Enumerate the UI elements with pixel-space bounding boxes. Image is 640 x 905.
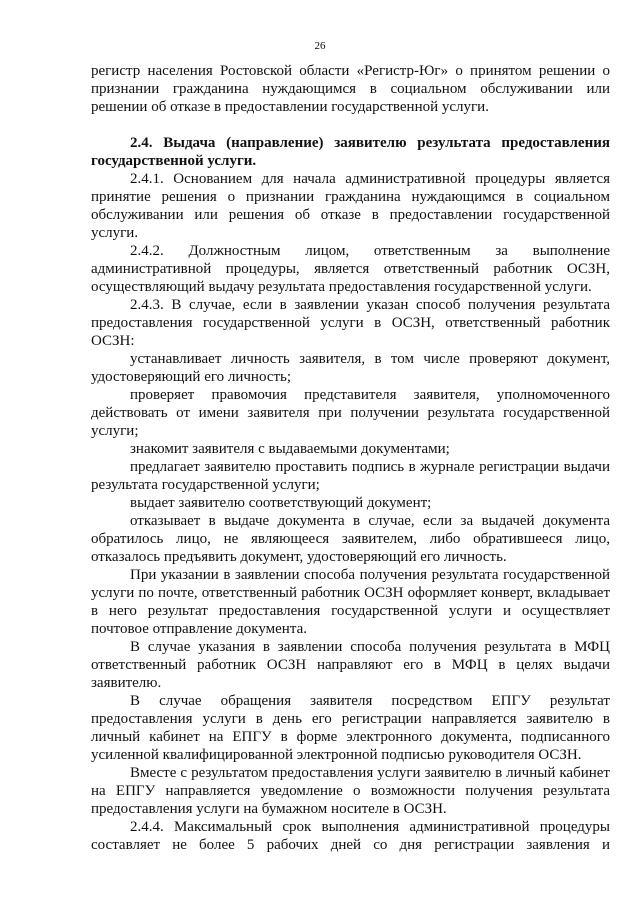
section-heading: 2.4. Выдача (направление) заявителю результата предоставления государственной услуги. — [91, 135, 610, 169]
paragraph: В случае обращения заявителя посредством ЕПГУ результат предоставления услуги в день его регистрации направляется заявителю в личный кабинет на ЕПГУ в форме электронного документа, подписанного усиленной квалифицированной электронной подписью руководителя ОСЗН. — [91, 693, 610, 763]
paragraph: знакомит заявителя с выдаваемыми документами; — [130, 441, 450, 457]
document-body — [91, 62, 610, 854]
paragraph: В случае указания в заявлении способа получения результата в МФЦ ответственный работник ОСЗН направляют его в МФЦ в целях выдачи заявителю. — [91, 639, 610, 691]
paragraph: 2.4.2. Должностным лицом, ответственным за выполнение административной процедуры, является ответственный работник ОСЗН, осуществляющий выдачу результата предоставления государственной услуги. — [91, 243, 610, 295]
paragraph: регистр населения Ростовской области «Регистр-Юг» о принятом решении о признании гражданина нуждающимся в социальном обслуживании или решении об отказе в предоставлении государственной услуги. — [91, 63, 610, 115]
paragraph: выдает заявителю соответствующий документ; — [130, 495, 432, 511]
paragraph: При указании в заявлении способа получения результата государственной услуги по почте, ответственный работник ОСЗН оформляет конверт, вкладывает в него результат предоставления государственной услуги и осуществляет почтовое отправление документа. — [91, 567, 610, 637]
paragraph: устанавливает личность заявителя, в том числе проверяют документ, удостоверяющий его личность; — [91, 351, 610, 385]
paragraph: Вместе с результатом предоставления услуги заявителю в личный кабинет на ЕПГУ направляется уведомление о возможности получения результата предоставления услуги на бумажном носителе в ОСЗН. — [91, 765, 610, 817]
paragraph: отказывает в выдаче документа в случае, если за выдачей документа обратилось лицо, не являющееся заявителем, либо обратившееся лицо, отказалось предъявить документ, удостоверяющий его личность. — [91, 513, 610, 565]
paragraph: 2.4.1. Основанием для начала административной процедуры является принятие решения о признании гражданина нуждающимся в социальном обслуживании или решения об отказе в предоставлении государственной услуги. — [91, 171, 610, 241]
paragraph: 2.4.4. Максимальный срок выполнения административной процедуры составляет не более 5 рабочих дней со дня регистрации заявления и — [91, 819, 610, 853]
paragraph-spacer — [91, 116, 610, 134]
paragraph: проверяет правомочия представителя заявителя, уполномоченного действовать от имени заявителя при получении результата государственной услуги; — [91, 387, 610, 439]
page-number: 26 — [314, 40, 326, 52]
paragraph: 2.4.3. В случае, если в заявлении указан способ получения результата предоставления государственной услуги в ОСЗН, ответственный работник ОСЗН: — [91, 297, 610, 349]
paragraph: предлагает заявителю проставить подпись в журнале регистрации выдачи результата государственной услуги; — [91, 459, 610, 493]
